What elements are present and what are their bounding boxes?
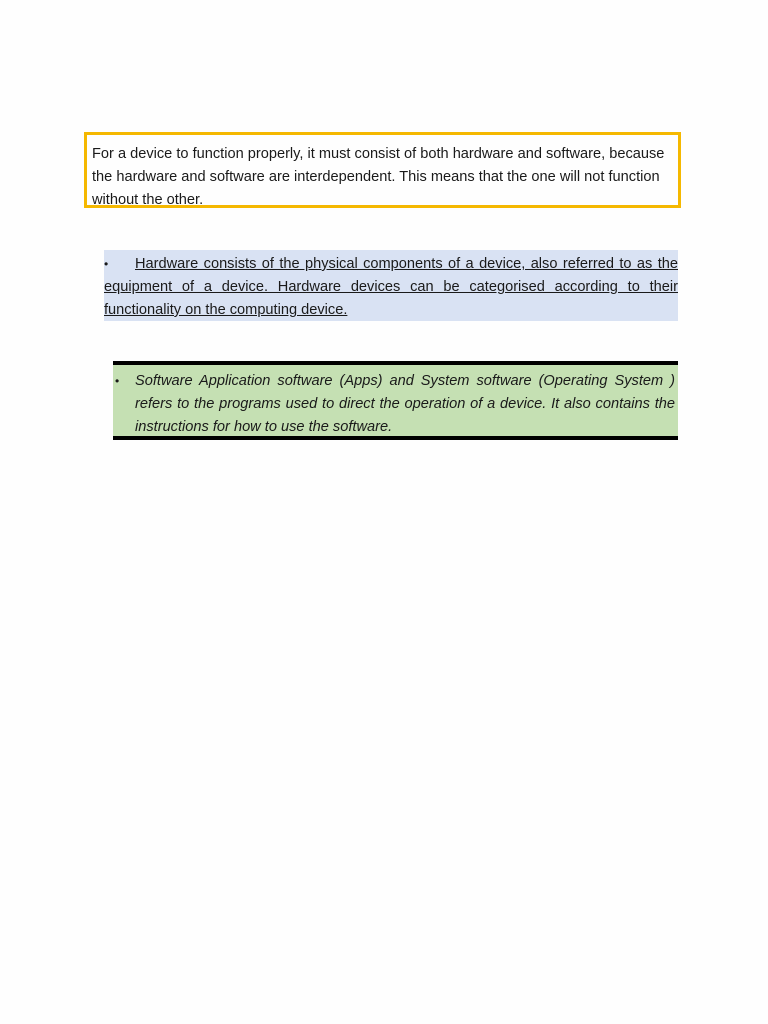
intro-text-box: [84, 132, 681, 208]
hardware-text: Hardware consists of the physical components of a device, also referred to as the equipment of a device. Hardware devices can be categorised according to their functionality on the computing device.: [104, 256, 678, 318]
software-text: Software Application software (Apps) and System software (Operating System ) refers to the programs used to direct the operation of a device. It also contains the instructions for how to use the software.: [135, 373, 675, 435]
bullet-marker: •: [104, 257, 109, 271]
hardware-bullet-paragraph: [104, 250, 678, 321]
intro-paragraph: For a device to function properly, it must consist of both hardware and software, because the hardware and software are interdependent. This means that the one will not function without the other.: [92, 146, 665, 208]
bullet-marker: •: [115, 374, 120, 388]
software-bullet-paragraph: [113, 361, 678, 440]
